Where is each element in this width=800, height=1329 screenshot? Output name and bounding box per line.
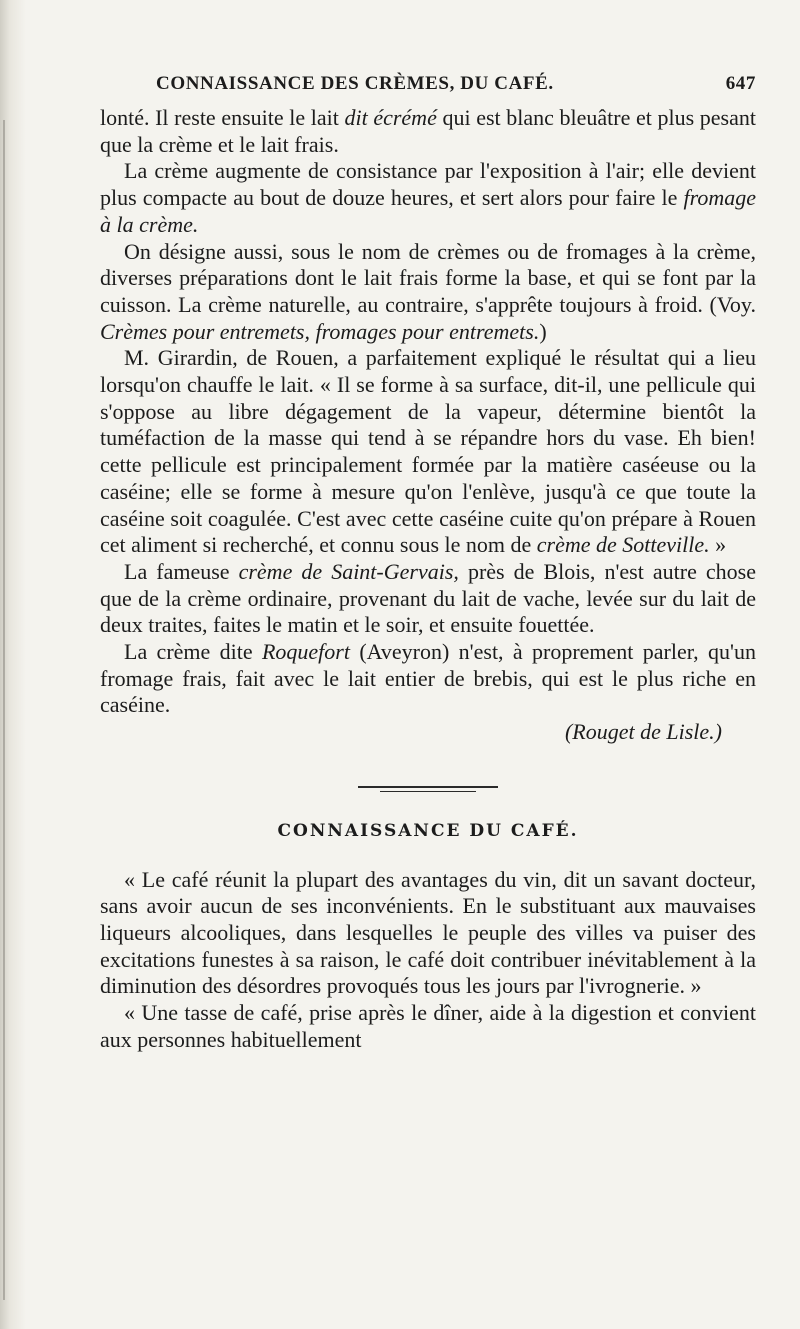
page-body [100, 105, 756, 1054]
paragraph-consistance: La crème augmente de consistance par l'exposition à l'air; elle devient plus compacte au bout de douze heures, et sert alors pour faire le fromage à la crème. [100, 158, 756, 237]
running-head: CONNAISSANCE DES CRÈMES, DU CAFÉ. [156, 73, 554, 94]
paragraph-cafe-avantages: « Le café réunit la plupart des avantages du vin, dit un savant docteur, sans avoir aucun de ses inconvénients. En le substituant aux mauvaises liqueurs alcooliques, dans lesquelles le peuple des villes va puiser des excitations funestes à sa raison, le café doit contribuer inévitablement à la diminution des désordres provoqués tous les jours par l'ivrognerie. » [100, 866, 756, 999]
paragraph-girardin: M. Girardin, de Rouen, a parfaitement expliqué le résultat qui a lieu lorsqu'on chauffe le lait. « Il se forme à sa surface, dit-il, une pellicule qui s'oppose au libre dégagement de la vapeur, détermine bientôt la tuméfaction de la masse qui tend à se répandre hors du vase. Eh bien! cette pellicule est principalement formée par la matière caséeuse ou la caséine; elle se forme à mesure qu'on l'enlève, jusqu'à ce que toute la caséine soit coagulée. C'est avec cette caséine cuite qu'on prépare à Rouen cet aliment si recherché, et connu sous le nom de crème de Sotteville. » [100, 345, 756, 558]
paragraph-roquefort: La crème dite Roquefort (Aveyron) n'est, à proprement parler, qu'un fromage frais, fait avec le lait entier de brebis, qui est le plus riche en caséine. [100, 639, 756, 718]
page-number: 647 [725, 73, 756, 94]
paragraph-saint-gervais: La fameuse crème de Saint-Gervais, près de Blois, n'est autre chose que de la crème ordinaire, provenant du lait de vache, levée sur du lait de deux traites, faites le matin et le soir, et ensuite fouettée. [100, 558, 757, 638]
paragraph-cafe-digestion: « Une tasse de café, prise après le dîner, aide à la digestion et convient aux personnes habituellement [100, 1000, 756, 1052]
citation-rouget-de-lisle: (Rouget de Lisle.) [564, 719, 722, 745]
section-divider [358, 786, 498, 788]
section-title: CONNAISSANCE DU CAFÉ. [277, 820, 579, 841]
paragraph-lait-ecreme: lonté. Il reste ensuite le lait dit écrémé qui est blanc bleuâtre et plus pesant que la crème et le lait frais. [100, 105, 756, 157]
paragraph-cremes-fromages: On désigne aussi, sous le nom de crèmes ou de fromages à la crème, diverses préparations dont le lait frais forme la base, et qui se font par la cuisson. La crème naturelle, au contraire, s'apprête toujours à froid. (Voy. Crèmes pour entremets, fromages pour entremets.) [100, 238, 756, 344]
